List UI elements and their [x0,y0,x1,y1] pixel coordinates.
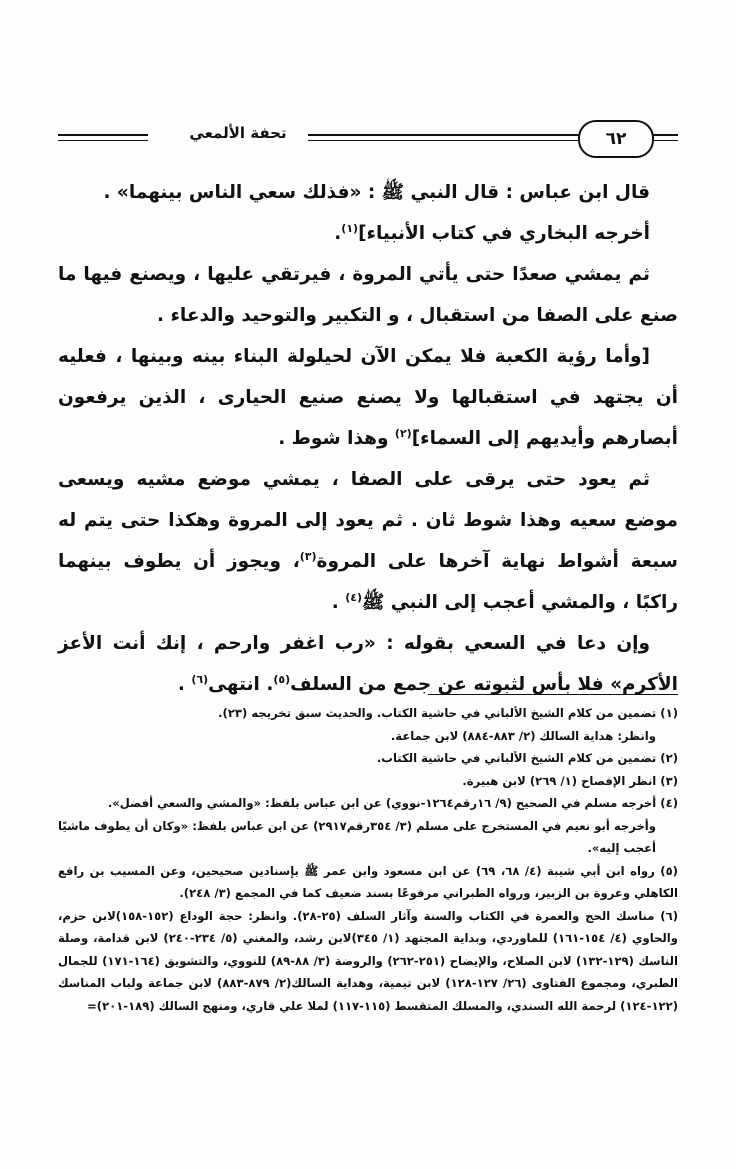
paragraph [58,213,678,254]
book-title: تحفة الألمعي [189,124,287,142]
footnote-ref: (٥) [273,672,291,686]
footnote-ref: (٣) [299,549,317,563]
paragraph-text: ، ويجوز أن يطوف بينهما راكبًا ، والمشي أعجب إلى النبي ﷺ [58,551,678,613]
paragraph [58,459,678,623]
footnotes [58,702,678,1017]
paragraph [58,623,678,705]
header-rule-mid-bottom [308,140,580,141]
paragraph [58,254,678,336]
paragraph-text: أخرجه البخاري في كتاب الأنبياء] [358,223,650,244]
footnote-separator [428,694,678,695]
footnote: (٥) رواه ابن أبي شيبة (٤/ ٦٨، ٦٩) عن ابن مسعود وابن عمر ﷺ بإسنادين صحيحين، وعن المسيب بن رافع الكاهلي وعروة بن الزبير، ورواه الطبراني مرفوعًا بسند ضعيف كما في المجمع (٣/ ٢٤٨). [58,863,678,900]
header-rule-right-top [652,134,678,136]
paragraph [58,172,678,213]
paragraph-text: . انتهى [208,674,274,695]
header-rule-left-top [58,134,148,136]
header-rule-mid-top [308,134,580,136]
paragraph-text: وهذا شوط . [278,428,395,449]
paragraph-text: قال ابن عباس : قال النبي ﷺ : «فذلك سعي الناس بينهما» . [103,182,650,203]
footnote: وأخرجه أبو نعيم في المستخرج على مسلم (٣/ ٣٥٤رقم٢٩١٧) عن ابن عباس بلفظ: «وكان أن يطوف ماشيًا أعجب إليه». [58,818,656,855]
page-number: ٦٢ [578,120,654,158]
footnote: (٦) مناسك الحج والعمرة في الكتاب والسنة وآثار السلف (٢٥-٢٨). وانظر: حجة الوداع (١٥٢-١٥٨)لابن حزم، والحاوي (٤/ ١٥٤-١٦١) للماوردي، وبداية المجتهد (١/ ٣٤٥)لابن رشد، والمغني (٥/ ٢٣٤-٢٤٠) لابن قدامة، وصلة الناسك (١٢٩-١٣٢) لابن الصلاح، والإيضاح (٢٥١-٢٦٢) والروضة (٣/ ٨٨-٨٩) للنووي، والتشويق (١٦٤-١٧١) للجمال الطبري، ومجموع الفتاوى (٢٦/ ١٢٧-١٢٨) لابن تيمية، وهداية السالك(٢/ ٨٧٩-٨٨٣) لابن جماعة ولباب المناسك (١٢٢-١٢٤) لرحمة الله السندي، والمسلك المتقسط (١١٥-١١٧) لملا علي قاري، ومنهج السالك (١٨٩-٢٠١)= [58,908,678,1013]
footnote: (١) تضمين من كلام الشيخ الألباني في حاشية الكتاب. والحديث سبق تخريجه (٢٣). [218,706,678,720]
footnote: (٢) تضمين من كلام الشيخ الألباني في حاشية الكتاب. [376,751,678,765]
paragraph-text: . [177,674,192,695]
footnote-ref: (١) [341,221,359,235]
paragraph-text: وإن دعا في السعي بقوله : «رب اغفر وارحم ، إنك أنت الأعز الأكرم» فلا بأس لثبوته عن جمع من السلف [58,633,678,695]
footnote: (٤) أخرجه مسلم في الصحيح (٩/ ١٦رقم١٢٦٤-نووي) عن ابن عباس بلفظ: «والمشي والسعي أفضل». [107,796,678,810]
paragraph-text: ثم يعود حتى يرقى على الصفا ، يمشي موضع مشيه ويسعى موضع سعيه وهذا شوط ثان . ثم يعود إلى المروة وهكذا حتى يتم له سبعة أشواط نهاية آخرها على المروة [58,469,678,572]
paragraph-text: ثم يمشي صعدًا حتى يأتي المروة ، فيرتقي عليها ، ويصنع فيها ما صنع على الصفا من استقبال ، و التكبير والتوحيد والدعاء . [58,264,678,326]
main-text [58,172,678,705]
footnote-ref: (٢) [394,426,412,440]
footnote-ref: (٤) [345,590,362,604]
paragraph-text: . [331,592,346,613]
footnote: وانظر: هداية السالك (٢/ ٨٨٣-٨٨٤) لابن جماعة. [390,728,656,743]
paragraph-text: [وأما رؤية الكعبة فلا يمكن الآن لحيلولة البناء بينه وبينها ، فعليه أن يجتهد في استقبالها ولا يصنع صنيع الحيارى ، الذين يرفعون أبصارهم وأيديهم إلى السماء] [58,346,678,449]
footnote-ref: (٦) [191,672,209,686]
paragraph [58,336,678,459]
footnote: (٣) انظر الإفصاح (١/ ٢٦٩) لابن هبيرة. [462,773,678,788]
header-rule-right-bottom [652,140,678,141]
header-rule-left-bottom [58,140,148,141]
page-header [58,118,678,162]
paragraph-text: . [334,223,342,244]
